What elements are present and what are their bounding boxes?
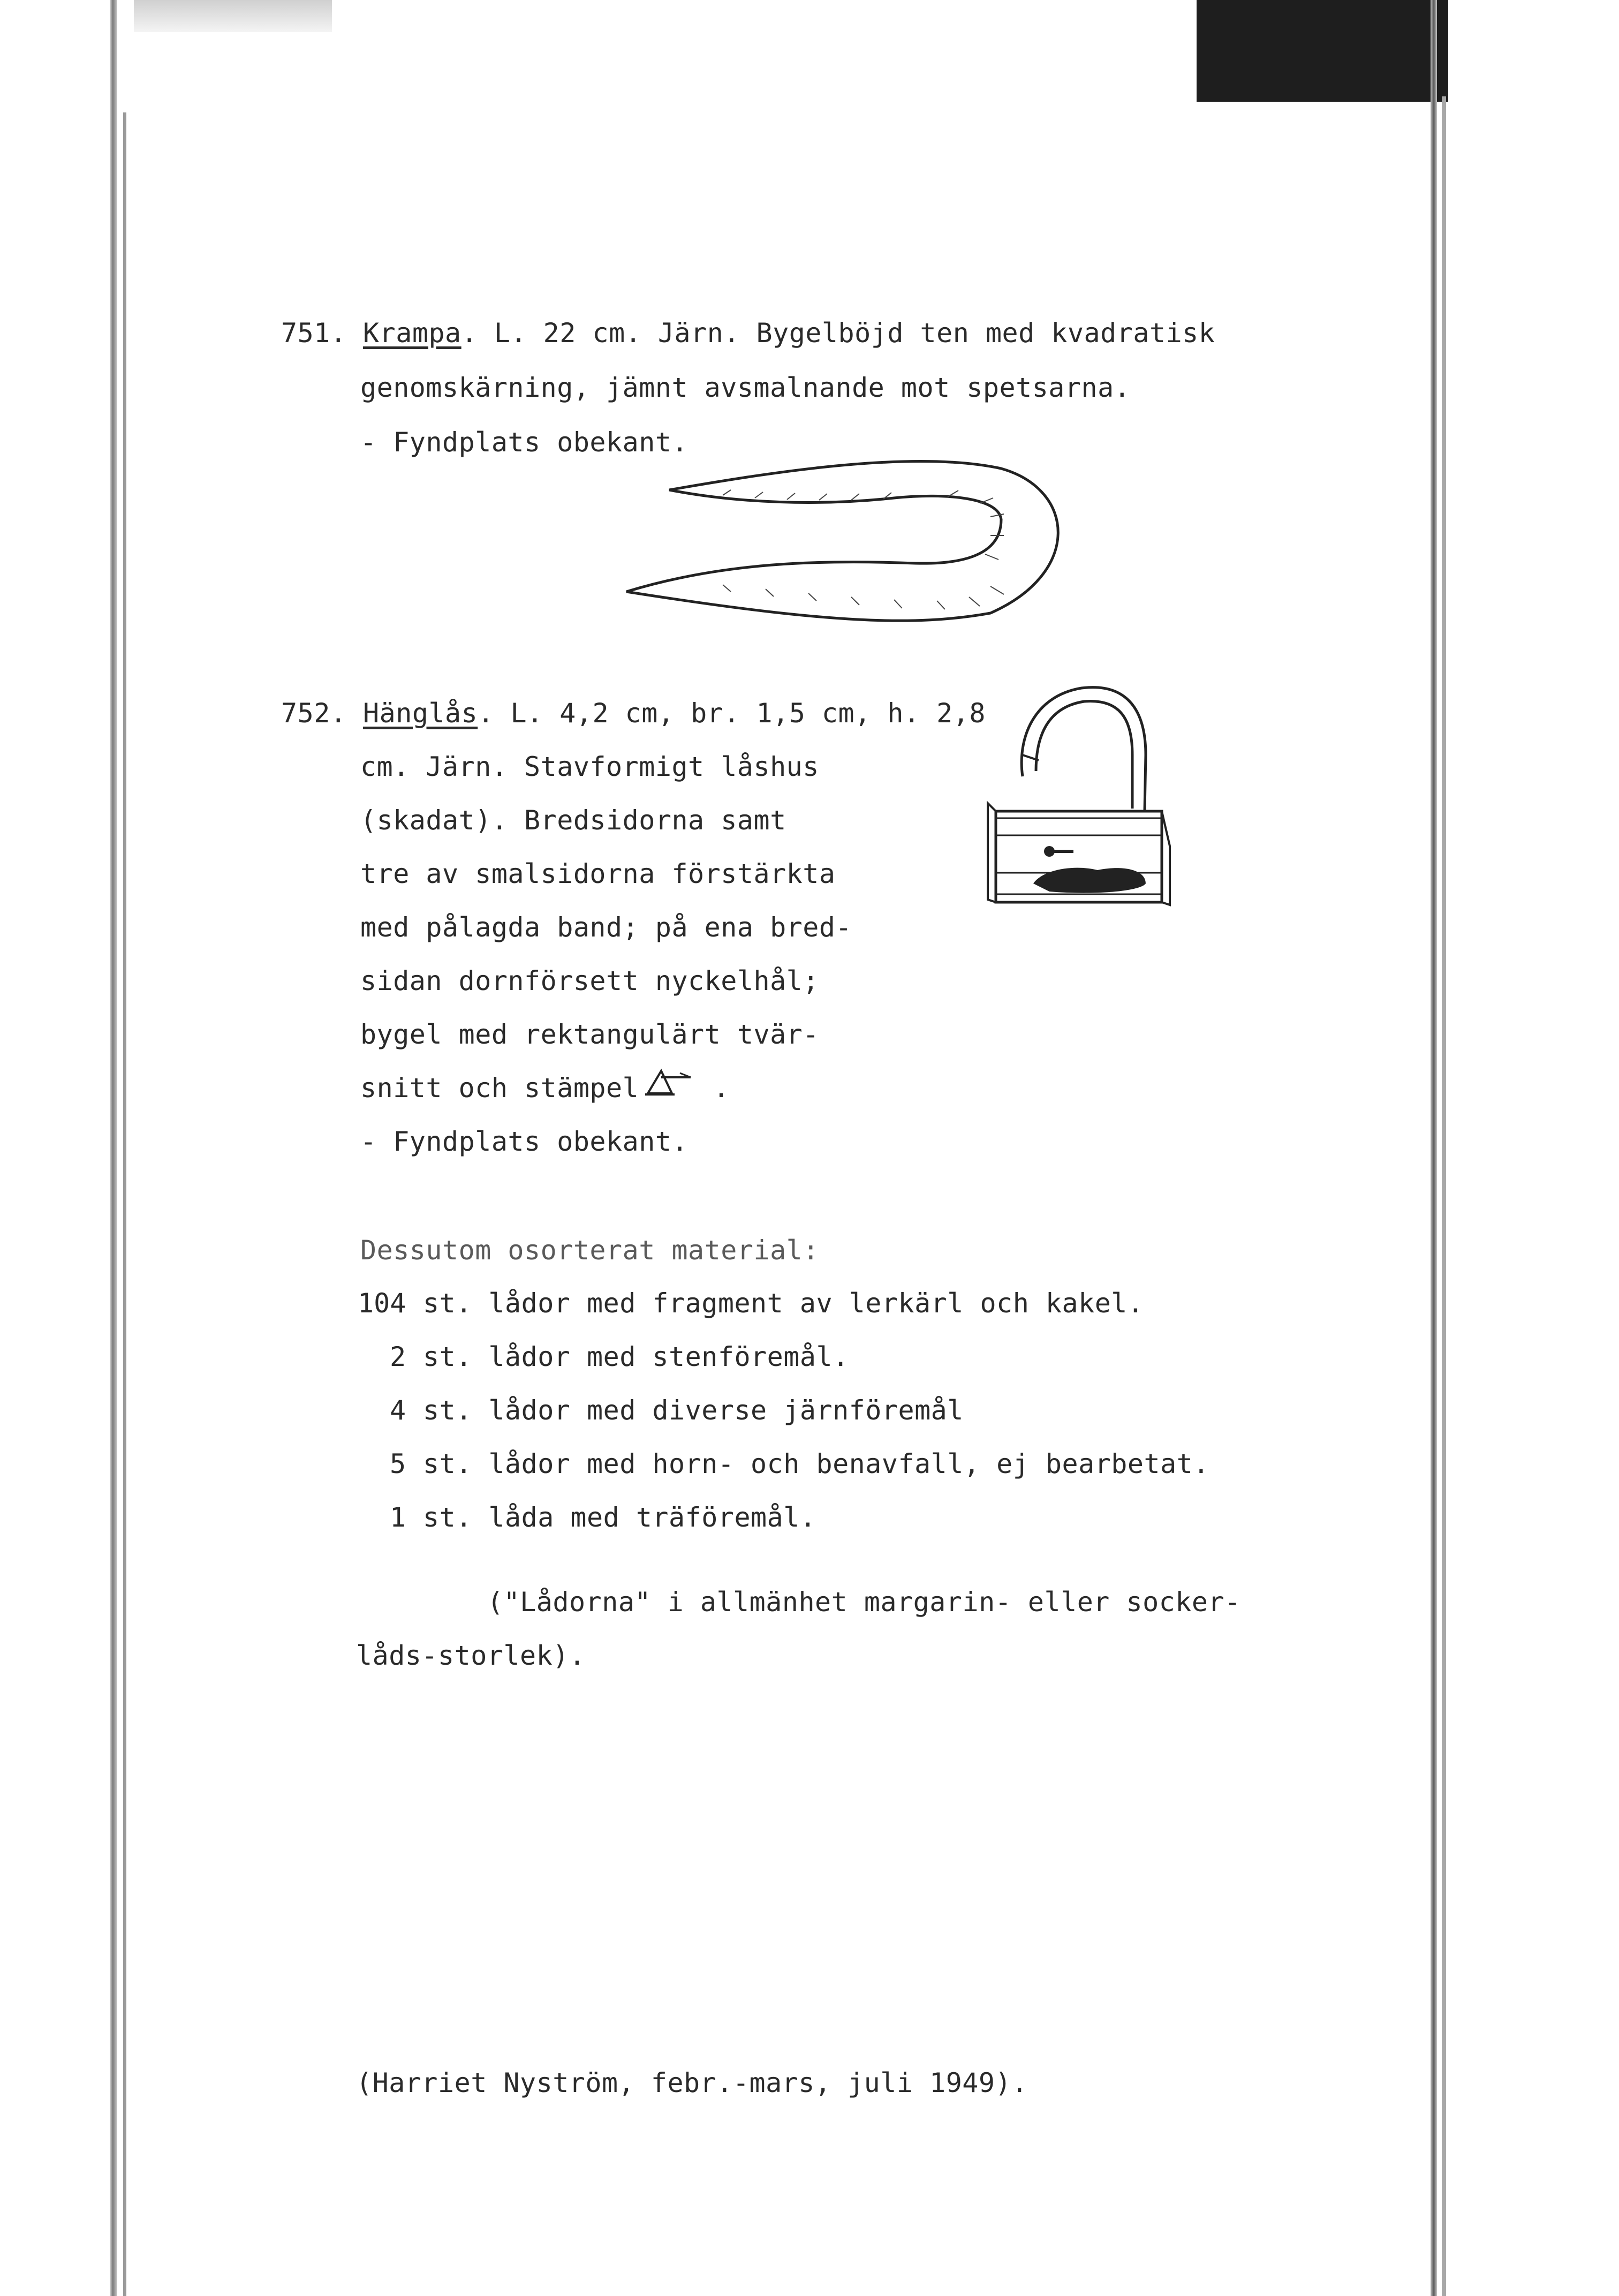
item-count: 104 xyxy=(358,1288,406,1319)
entry-752-line-2: cm. Järn. Stavformigt låshus xyxy=(360,751,819,782)
scan-edge-left xyxy=(110,0,117,2296)
item-count: 5 xyxy=(390,1448,406,1479)
item-text: st. lådor med stenföremål. xyxy=(423,1341,849,1372)
item-text: st. lådor med horn- och benavfall, ej bearbetat. xyxy=(423,1448,1209,1479)
entry-text: . L. 4,2 cm, br. 1,5 cm, h. 2,8 xyxy=(478,698,986,729)
hanglas-drawing xyxy=(985,675,1189,932)
entry-752-line-4: tre av smalsidorna förstärkta xyxy=(360,858,836,889)
entry-title: Krampa xyxy=(363,318,462,349)
entry-752-line-3: (skadat). Bredsidorna samt xyxy=(360,805,786,836)
item-text: st. lådor med diverse järnföremål xyxy=(423,1395,964,1426)
entry-number: 751. xyxy=(281,318,347,349)
item-text: st. lådor med fragment av lerkärl och kakel. xyxy=(423,1288,1144,1319)
scan-edge-right-inner xyxy=(1442,96,1446,2296)
entry-752-line-9: - Fyndplats obekant. xyxy=(360,1126,689,1157)
entry-752-line-1 xyxy=(281,697,986,729)
entry-752-line-7: bygel med rektangulärt tvär- xyxy=(360,1019,819,1050)
entry-752-line-8 xyxy=(360,1072,639,1104)
entry-752-line-8-end: . xyxy=(713,1073,730,1104)
entry-text: snitt och stämpel xyxy=(360,1073,639,1104)
item-count: 2 xyxy=(390,1341,406,1372)
extra-heading: Dessutom osorterat material: xyxy=(360,1235,819,1266)
entry-751-line-3: - Fyndplats obekant. xyxy=(360,427,689,458)
note-line-2: låds-storlek). xyxy=(356,1640,586,1671)
item-text: st. låda med träföremål. xyxy=(423,1502,816,1533)
entry-title: Hänglås xyxy=(363,698,478,729)
stamp-mark-icon xyxy=(642,1067,693,1099)
entry-752-line-5: med pålagda band; på ena bred- xyxy=(360,912,852,943)
krampa-drawing xyxy=(616,439,1087,632)
entry-number: 752. xyxy=(281,698,347,729)
scan-edge-left-inner xyxy=(123,112,126,2296)
entry-752-line-6: sidan dornförsett nyckelhål; xyxy=(360,965,819,996)
signature: (Harriet Nyström, febr.-mars, juli 1949). xyxy=(356,2067,1028,2098)
item-count: 1 xyxy=(390,1502,406,1533)
scan-edge-right xyxy=(1431,0,1437,2296)
item-count: 4 xyxy=(390,1395,406,1426)
note-line-1: ("Lådorna" i allmänhet margarin- eller socker- xyxy=(487,1587,1241,1618)
entry-text: . L. 22 cm. Järn. Bygelböjd ten med kvadratisk xyxy=(461,318,1215,349)
scan-shadow-top xyxy=(134,0,332,32)
entry-751-line-2: genomskärning, jämnt avsmalnande mot spetsarna. xyxy=(360,372,1131,403)
entry-751-line-1 xyxy=(281,317,1215,349)
scan-dark-corner xyxy=(1197,0,1448,102)
